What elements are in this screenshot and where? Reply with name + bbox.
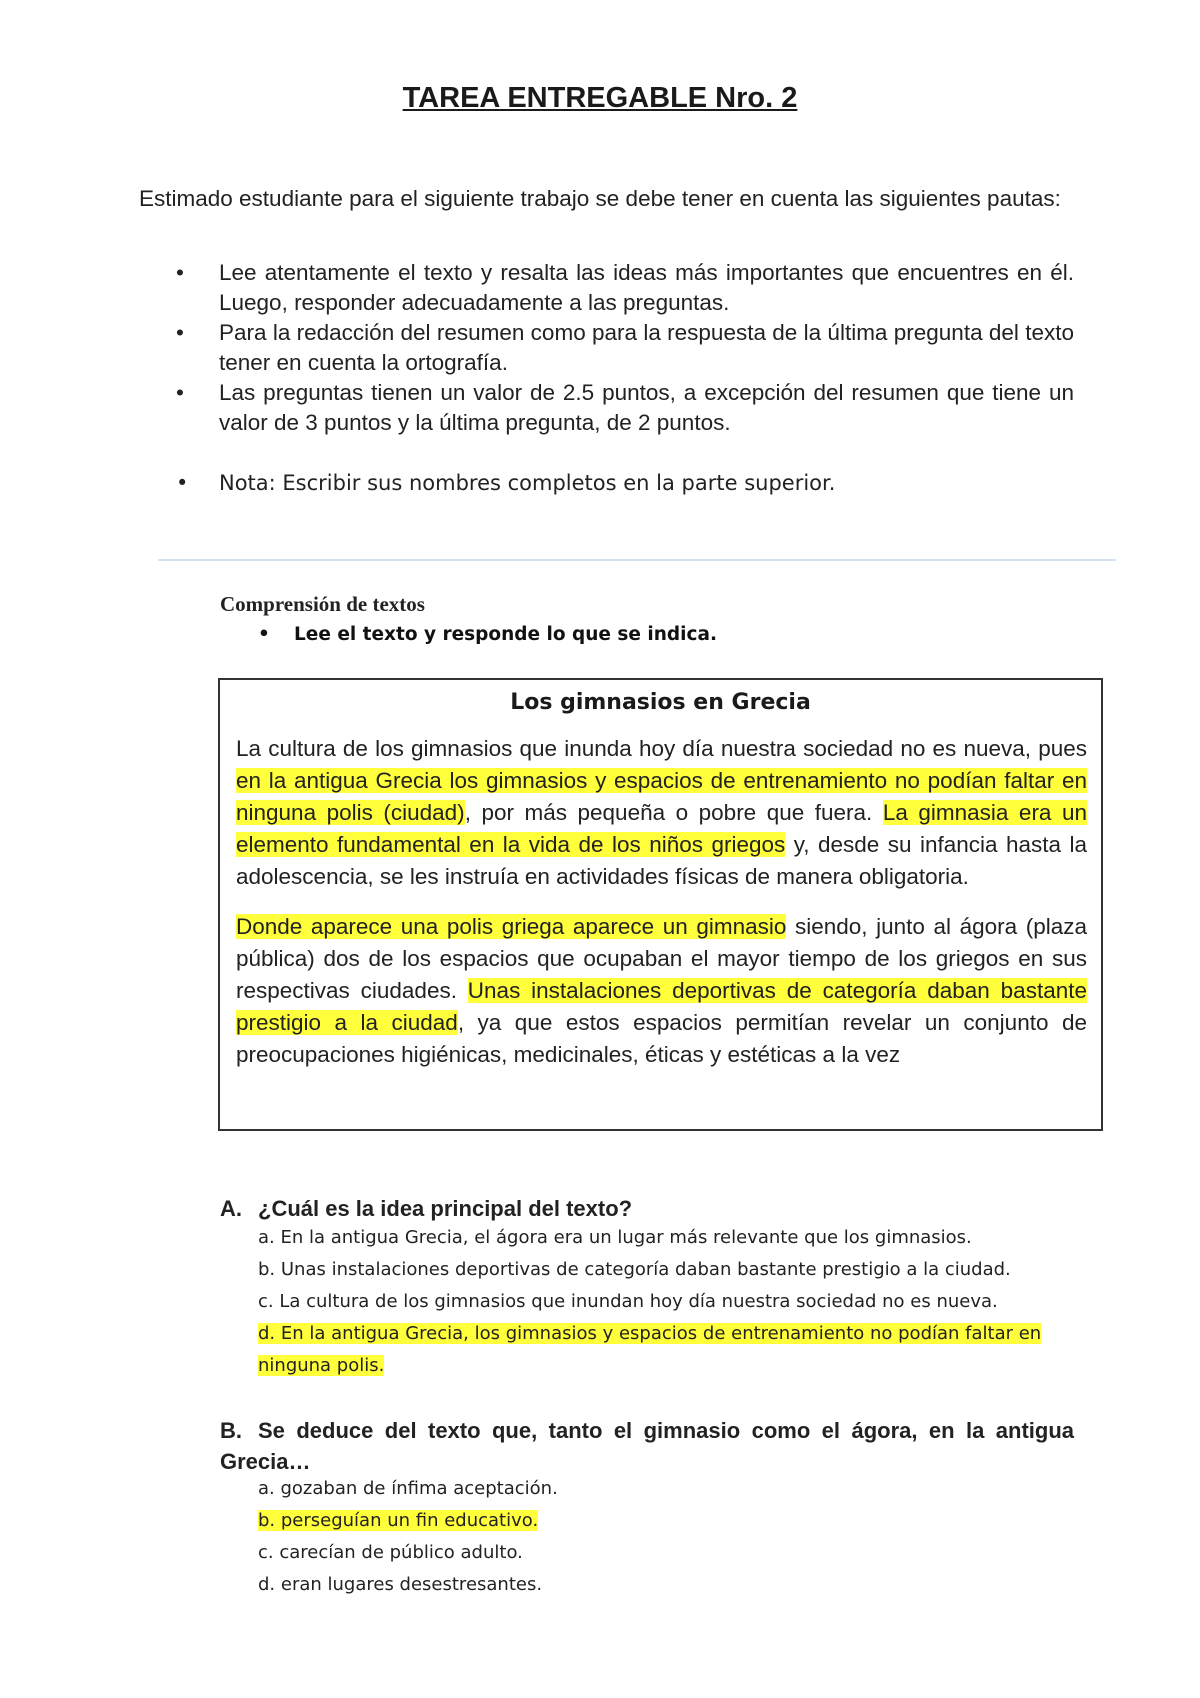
guideline-text: Para la redacción del resumen como para la respuesta de la última pregunta del texto tener en cuenta la ortografía. — [219, 320, 1074, 375]
instruction-text: Lee el texto y responde lo que se indica. — [294, 624, 717, 645]
option-item — [258, 1473, 558, 1505]
reading-text: La cultura de los gimnasios que inunda hoy día nuestra sociedad no es nueva, pues — [236, 736, 1087, 761]
reading-box — [218, 678, 1103, 1131]
guideline-text: Las preguntas tienen un valor de 2.5 puntos, a excepción del resumen que tiene un valor de 3 puntos y la última pregunta, de 2 puntos. — [219, 380, 1074, 435]
option-item — [258, 1222, 1088, 1254]
option-text: b. Unas instalaciones deportivas de categoría daban bastante prestigio a la ciudad. — [258, 1259, 1011, 1280]
question-b — [220, 1415, 1074, 1477]
bullet-icon: • — [176, 260, 184, 285]
question-a — [220, 1196, 632, 1222]
question-b-options — [258, 1473, 558, 1601]
intro-paragraph: Estimado estudiante para el siguiente trabajo se debe tener en cuenta las siguientes pautas: — [139, 186, 1061, 211]
option-item — [258, 1537, 558, 1569]
option-item — [258, 1286, 1088, 1318]
question-a-options — [258, 1222, 1088, 1382]
bullet-icon: • — [176, 380, 184, 405]
option-text: d. eran lugares desestresantes. — [258, 1574, 543, 1595]
guideline-text: Lee atentamente el texto y resalta las ideas más importantes que encuentres en él. Luego, responder adecuadamente a las preguntas. — [219, 260, 1074, 315]
option-item-selected — [258, 1505, 558, 1537]
option-text: d. En la antigua Grecia, los gimnasios y espacios de entrenamiento no podían faltar en ninguna polis. — [258, 1323, 1042, 1376]
section-title: Comprensión de textos — [220, 592, 425, 616]
option-text: b. perseguían un fin educativo. — [258, 1510, 539, 1531]
option-item — [258, 1569, 558, 1601]
question-text: ¿Cuál es la idea principal del texto? — [258, 1196, 633, 1221]
section-divider — [158, 559, 1116, 561]
guideline-item — [139, 378, 1074, 438]
reading-text: , por más pequeña o pobre que fuera. — [464, 800, 883, 825]
reading-title: Los gimnasios en Grecia — [510, 690, 811, 715]
question-letter: A. — [220, 1196, 242, 1221]
bullet-icon: • — [176, 320, 184, 345]
highlighted-text: Unas instalaciones deportivas de categoría daban bastante prestigio a la ciudad — [236, 978, 1087, 1035]
guideline-note — [139, 468, 1074, 498]
document-title: TAREA ENTREGABLE Nro. 2 — [402, 82, 798, 114]
guideline-item — [139, 258, 1074, 318]
reading-text: y, desde su infancia hasta la adolescencia, se les instruía en actividades físicas de manera obligatoria. — [236, 832, 1087, 889]
highlighted-text: Donde aparece una polis griega aparece un gimnasio — [236, 914, 787, 939]
highlighted-text: en la antigua Grecia los gimnasios y espacios de entrenamiento no podían faltar en ninguna polis (ciudad) — [236, 768, 1087, 825]
bullet-icon: • — [176, 471, 189, 495]
highlighted-text: La gimnasia era un elemento fundamental en la vida de los niños griegos — [236, 800, 1087, 857]
reading-paragraph-1 — [236, 733, 1087, 893]
reading-paragraph-2 — [236, 911, 1087, 1071]
guidelines-list — [139, 258, 1074, 498]
guideline-item — [139, 318, 1074, 378]
option-text: a. En la antigua Grecia, el ágora era un lugar más relevante que los gimnasios. — [258, 1227, 972, 1248]
guideline-text: Nota: Escribir sus nombres completos en la parte superior. — [219, 471, 836, 495]
option-text: a. gozaban de ínfima aceptación. — [258, 1478, 558, 1499]
section-instruction — [220, 624, 717, 645]
option-text: c. carecían de público adulto. — [258, 1542, 523, 1563]
option-item — [258, 1254, 1088, 1286]
option-text: c. La cultura de los gimnasios que inundan hoy día nuestra sociedad no es nueva. — [258, 1291, 998, 1312]
bullet-icon: • — [258, 624, 270, 645]
reading-text: siendo, junto al ágora (plaza pública) dos de los espacios que ocupaban el mayor tiempo de los griegos en sus respectivas ciudades. — [236, 914, 1087, 1003]
question-letter: B. — [220, 1418, 242, 1443]
question-text: Se deduce del texto que, tanto el gimnasio como el ágora, en la antigua Grecia… — [220, 1418, 1074, 1474]
option-item-selected — [258, 1318, 1088, 1382]
reading-text: , ya que estos espacios permitían revelar un conjunto de preocupaciones higiénicas, medicinales, éticas y estéticas a la vez — [236, 1010, 1087, 1067]
